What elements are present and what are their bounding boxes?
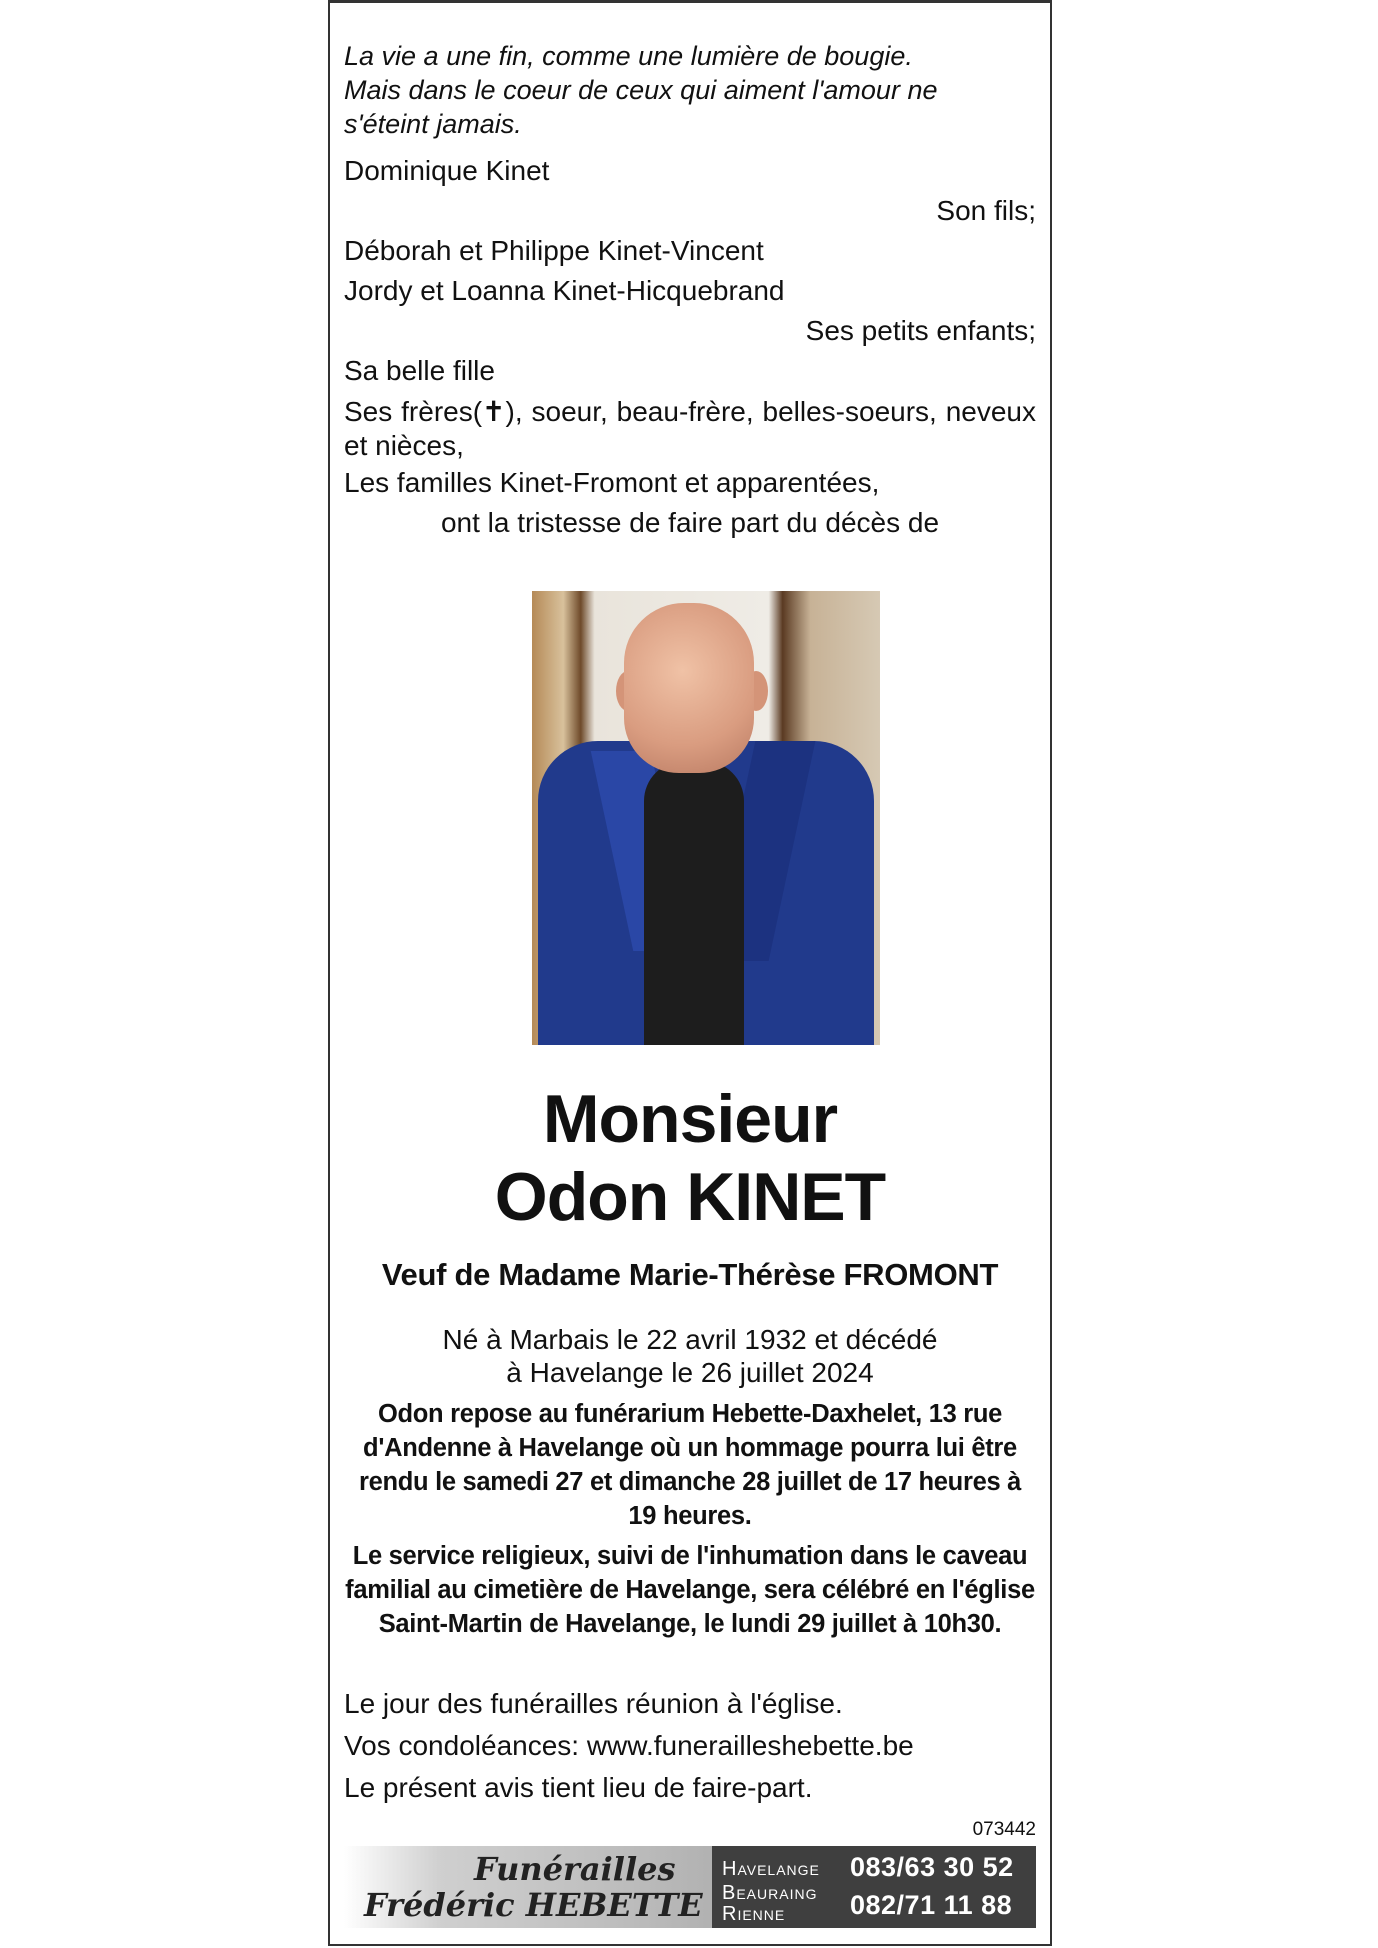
brand-line1: Funérailles [474,1850,676,1888]
brand-line2: Frédéric HEBETTE [364,1886,703,1924]
birth-death-info [344,1323,1036,1389]
visitation-paragraph: Odon repose au funérarium Hebette-Daxhelet, 13 rue d'Andenne à Havelange où un hommage pourra lui être rendu le samedi 27 et dimanche 28 juillet de 17 heures à 19 heures. [358,1400,1022,1530]
birth-line: Né à Marbais le 22 avril 1932 et décédé [442,1324,938,1355]
photo-shirt [644,761,744,1045]
deceased-name: Odon KINET [494,1159,886,1235]
announcement-line: ont la tristesse de faire part du décès de [440,507,940,538]
obituary-content [344,3,1036,1840]
closing-lines [344,1683,1036,1809]
deceased-title: Monsieur [542,1081,838,1157]
grandchildren-role: Ses petits enfants; [805,315,1036,346]
obituary-frame [328,0,1052,1946]
epigraph-line: s'éteint jamais. [344,109,522,139]
meeting-line: Le jour des funérailles réunion à l'église. [344,1688,843,1719]
funeral-home-banner [344,1846,1036,1928]
daughter-in-law: Sa belle fille [344,355,495,386]
son-name: Dominique Kinet [344,155,550,186]
siblings-line: Ses frères(✝), soeur, beau-frère, belles-soeurs, neveux et nièces, [344,396,1036,461]
reference-number: 073442 [972,1819,1036,1840]
contact-panel [712,1846,1036,1928]
epigraph-line: La vie a une fin, comme une lumière de bougie. [344,41,913,71]
photo-head [624,603,754,773]
notice-line: Le présent avis tient lieu de faire-part. [344,1772,813,1803]
portrait-photo [532,591,880,1045]
condolences-line: Vos condoléances: www.funerailleshebette.be [344,1730,914,1761]
phone-havelange: 083/63 30 52 [850,1852,1014,1882]
city-rienne: Rienne [722,1903,786,1925]
son-role: Son fils; [936,195,1036,226]
families-line: Les familles Kinet-Fromont et apparentées, [344,467,880,498]
grandchild-line: Déborah et Philippe Kinet-Vincent [344,235,764,266]
grandchild-line: Jordy et Loanna Kinet-Hicquebrand [344,275,785,306]
city-havelange: Havelange [722,1858,820,1880]
epigraph [344,39,1036,141]
phone-beauraing: 082/71 11 88 [850,1890,1013,1920]
epigraph-line: Mais dans le coeur de ceux qui aiment l'amour ne [344,75,938,105]
city-beauraing: Beauraing [722,1882,818,1904]
widower-line: Veuf de Madame Marie-Thérèse FROMONT [381,1257,999,1292]
family-list [344,151,1036,543]
death-line: à Havelange le 26 juillet 2024 [506,1357,874,1388]
service-paragraph: Le service religieux, suivi de l'inhumation dans le caveau familial au cimetière de Havelange, sera célébré en l'église Saint-Martin de Havelange, le lundi 29 juillet à 10h30. [345,1542,1035,1638]
